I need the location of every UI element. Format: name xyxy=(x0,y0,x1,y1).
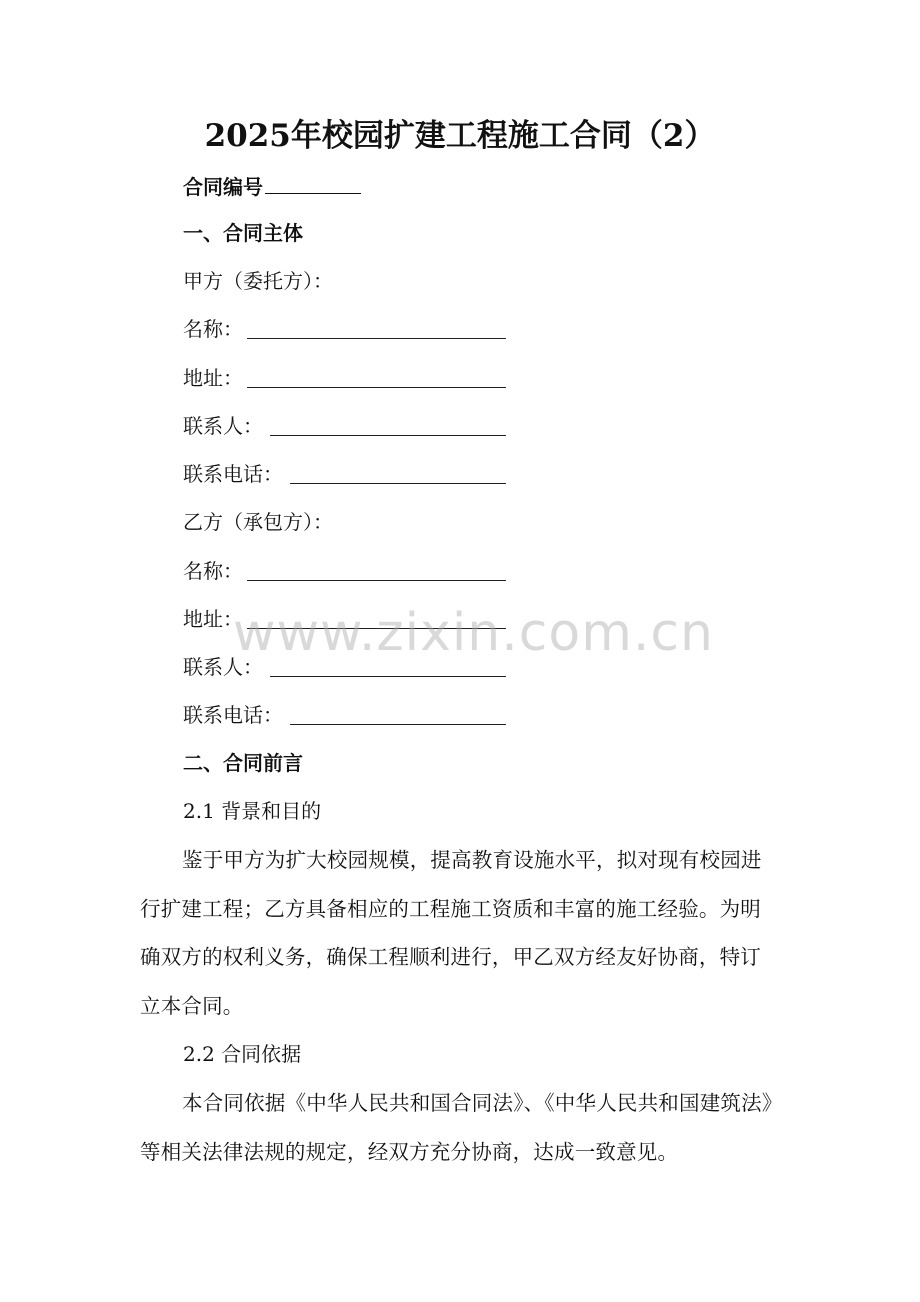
party-a-address-blank[interactable] xyxy=(247,387,506,388)
party-b-contact-blank[interactable] xyxy=(270,676,506,677)
party-a-address-label: 地址： xyxy=(183,366,243,390)
party-a-contact-label: 联系人： xyxy=(183,414,263,438)
section-1-heading: 一、合同主体 xyxy=(183,221,303,245)
party-a-label: 甲方（委托方）： xyxy=(183,269,333,293)
paragraph-line: 行扩建工程；乙方具备相应的工程施工资质和丰富的施工经验。为明 xyxy=(140,896,761,921)
paragraph-line: 鉴于甲方为扩大校园规模，提高教育设施水平，拟对现有校园进 xyxy=(182,848,762,872)
party-a-name-blank[interactable] xyxy=(247,338,506,339)
subsection-2-2-body xyxy=(140,1079,790,1176)
party-b-contact-label: 联系人： xyxy=(183,655,263,679)
subsection-2-1-body xyxy=(140,836,790,1030)
party-a-name-label: 名称： xyxy=(183,317,243,341)
contract-number-blank[interactable] xyxy=(265,171,361,194)
paragraph-line: 等相关法律法规的规定，经双方充分协商，达成一致意见。 xyxy=(140,1139,679,1164)
section-2-heading: 二、合同前言 xyxy=(183,751,303,775)
subsection-2-2-title: 2.2 合同依据 xyxy=(183,1042,302,1066)
contract-number-row xyxy=(183,171,361,201)
party-a-phone-blank[interactable] xyxy=(290,483,506,484)
document-title: 2025年校园扩建工程施工合同（2） xyxy=(204,118,716,154)
watermark-text: www.zixin.com.cn xyxy=(233,603,714,663)
paragraph-line: 立本合同。 xyxy=(140,993,244,1018)
paragraph-line: 确双方的权利义务，确保工程顺利进行，甲乙双方经友好协商，特订 xyxy=(140,945,761,969)
party-a-phone-label: 联系电话： xyxy=(183,462,283,486)
paragraph-line: 本合同依据《中华人民共和国合同法》、《中华人民共和国建筑法》 xyxy=(182,1091,783,1115)
party-b-label: 乙方（承包方）： xyxy=(183,510,333,534)
contract-number-label: 合同编号 xyxy=(183,175,263,199)
party-b-phone-blank[interactable] xyxy=(290,724,506,725)
party-b-phone-label: 联系电话： xyxy=(183,703,283,727)
party-a-contact-blank[interactable] xyxy=(270,435,506,436)
party-b-name-label: 名称： xyxy=(183,559,243,583)
party-b-address-label: 地址： xyxy=(183,607,243,631)
subsection-2-1-title: 2.1 背景和目的 xyxy=(183,799,322,823)
party-b-name-blank[interactable] xyxy=(247,580,506,581)
